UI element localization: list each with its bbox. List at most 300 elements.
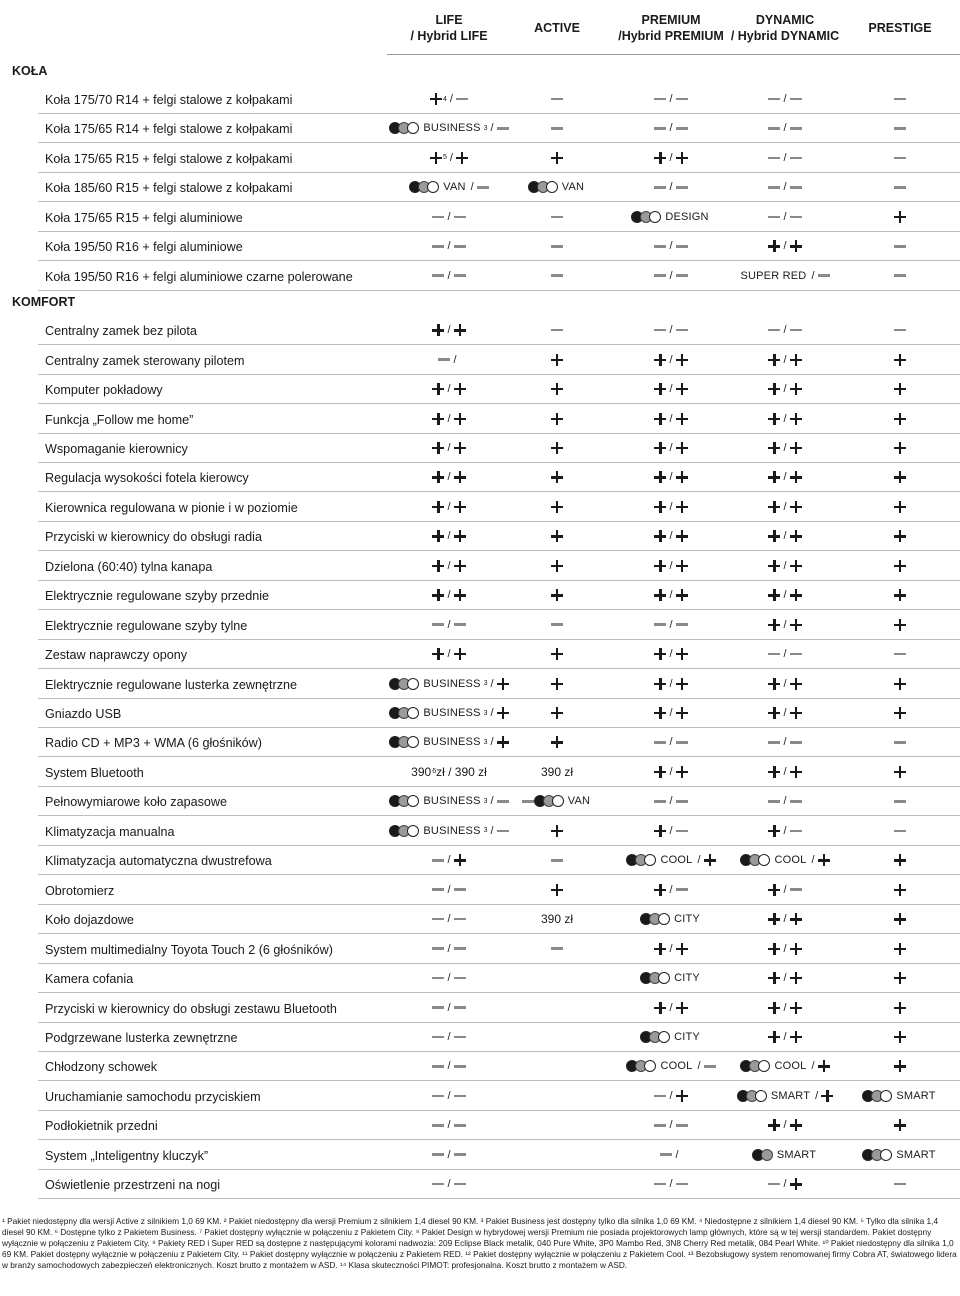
availability-cell	[845, 935, 955, 963]
availability-cell	[507, 203, 607, 231]
standard-plus-icon	[454, 648, 466, 660]
standard-plus-icon	[894, 854, 906, 866]
separator-slash: /	[783, 883, 787, 896]
column-header-line2: / Hybrid DYNAMIC	[730, 29, 840, 43]
feature-label: Radio CD + MP3 + WMA (6 głośników)	[45, 736, 262, 751]
separator-slash: /	[669, 383, 673, 396]
feature-label: Koło dojazdowe	[45, 913, 134, 928]
package-name: BUSINESS	[423, 795, 481, 808]
standard-plus-icon	[676, 413, 688, 425]
not-available-dash-icon	[790, 127, 802, 130]
table-row	[38, 552, 960, 581]
feature-label: Wspomaganie kierownicy	[45, 441, 188, 456]
standard-plus-icon	[432, 324, 444, 336]
standard-plus-icon	[790, 471, 802, 483]
separator-slash: /	[447, 240, 451, 253]
not-available-dash-icon	[768, 127, 780, 130]
swatch-dot	[880, 1090, 892, 1102]
table-row	[38, 1170, 960, 1199]
not-available-dash-icon	[676, 245, 688, 248]
table-row	[38, 463, 960, 492]
standard-plus-icon	[654, 589, 666, 601]
table-row	[38, 346, 960, 375]
not-available-dash-icon	[551, 623, 563, 626]
standard-plus-icon	[768, 383, 780, 395]
color-swatches-icon	[640, 913, 670, 925]
not-available-dash-icon	[454, 1065, 466, 1068]
availability-cell	[507, 728, 607, 756]
availability-cell	[507, 758, 607, 786]
availability-cell	[507, 114, 607, 142]
swatch-dot	[658, 913, 670, 925]
standard-plus-icon	[551, 471, 563, 483]
separator-slash: /	[783, 589, 787, 602]
swatch-dot	[755, 1090, 767, 1102]
not-available-dash-icon	[477, 186, 489, 189]
separator-slash: /	[447, 648, 451, 661]
separator-slash: /	[675, 1148, 679, 1161]
separator-slash: /	[669, 559, 673, 572]
feature-label: System multimedialny Toyota Touch 2 (6 głośników)	[45, 942, 333, 957]
footnote-ref: 3	[483, 709, 488, 717]
standard-plus-icon	[654, 707, 666, 719]
not-available-dash-icon	[676, 127, 688, 130]
availability-cell	[845, 232, 955, 260]
separator-slash: /	[783, 1119, 787, 1132]
separator-slash: /	[447, 1089, 451, 1102]
package-name: SMART	[770, 1089, 811, 1102]
separator-slash: /	[783, 765, 787, 778]
not-available-dash-icon	[894, 127, 906, 130]
separator-slash: /	[490, 736, 494, 749]
not-available-dash-icon	[790, 329, 802, 332]
feature-label: Koła 195/50 R16 + felgi aluminiowe	[45, 240, 243, 255]
table-row	[38, 728, 960, 757]
availability-cell	[611, 640, 731, 668]
standard-plus-icon	[790, 530, 802, 542]
availability-cell	[507, 493, 607, 521]
not-available-dash-icon	[894, 274, 906, 277]
standard-plus-icon	[551, 707, 563, 719]
availability-cell	[507, 876, 607, 904]
separator-slash: /	[447, 913, 451, 926]
separator-slash: /	[447, 1001, 451, 1014]
not-available-dash-icon	[676, 329, 688, 332]
table-row	[38, 876, 960, 905]
not-available-dash-icon	[654, 1183, 666, 1186]
package-name: SMART	[776, 1148, 817, 1161]
availability-cell	[384, 493, 514, 521]
availability-cell	[384, 144, 514, 172]
availability-cell	[507, 262, 607, 290]
standard-plus-icon	[894, 383, 906, 395]
not-available-dash-icon	[676, 830, 688, 833]
standard-plus-icon	[654, 766, 666, 778]
feature-label: Komputer pokładowy	[45, 383, 163, 398]
separator-slash: /	[783, 559, 787, 572]
availability-cell	[725, 375, 845, 403]
separator-slash: /	[783, 383, 787, 396]
availability-cell	[845, 552, 955, 580]
standard-plus-icon	[430, 93, 442, 105]
standard-plus-icon	[432, 530, 444, 542]
availability-cell	[507, 1052, 607, 1080]
availability-cell	[725, 728, 845, 756]
availability-cell	[384, 670, 514, 698]
availability-cell	[384, 552, 514, 580]
availability-cell	[845, 405, 955, 433]
table-row	[38, 935, 960, 964]
separator-slash: /	[783, 736, 787, 749]
standard-plus-icon	[654, 501, 666, 513]
standard-plus-icon	[790, 240, 802, 252]
package-name: VAN	[561, 181, 585, 194]
availability-cell	[384, 203, 514, 231]
availability-cell	[725, 994, 845, 1022]
availability-cell	[725, 346, 845, 374]
column-header-line2: / Hybrid LIFE	[410, 29, 488, 43]
column-header-line2: /Hybrid PREMIUM	[618, 29, 724, 43]
table-row	[38, 316, 960, 345]
standard-plus-icon	[654, 943, 666, 955]
availability-cell	[725, 611, 845, 639]
standard-plus-icon	[654, 413, 666, 425]
not-available-dash-icon	[456, 98, 468, 101]
separator-slash: /	[669, 677, 673, 690]
separator-slash: /	[669, 530, 673, 543]
availability-cell	[507, 935, 607, 963]
not-available-dash-icon	[676, 186, 688, 189]
availability-cell	[507, 611, 607, 639]
availability-cell	[845, 375, 955, 403]
swatch-dot	[658, 972, 670, 984]
table-row	[38, 434, 960, 463]
availability-cell	[845, 640, 955, 668]
availability-cell	[845, 1052, 955, 1080]
standard-plus-icon	[768, 354, 780, 366]
not-available-dash-icon	[654, 1124, 666, 1127]
availability-cell	[845, 463, 955, 491]
column-header-line1: LIFE	[435, 13, 463, 27]
table-row	[38, 994, 960, 1023]
availability-cell	[845, 876, 955, 904]
not-available-dash-icon	[768, 1183, 780, 1186]
availability-cell	[611, 1023, 731, 1051]
availability-cell	[845, 1170, 955, 1198]
not-available-dash-icon	[768, 329, 780, 332]
standard-plus-icon	[454, 471, 466, 483]
separator-slash: /	[669, 93, 673, 105]
availability-cell	[611, 699, 731, 727]
standard-plus-icon	[654, 884, 666, 896]
separator-slash: /	[447, 1178, 451, 1191]
availability-cell	[845, 85, 955, 113]
table-row	[38, 522, 960, 551]
column-header	[830, 20, 960, 36]
availability-cell	[384, 262, 514, 290]
standard-plus-icon	[894, 1060, 906, 1072]
standard-plus-icon	[768, 240, 780, 252]
separator-slash: /	[669, 181, 673, 194]
standard-plus-icon	[790, 678, 802, 690]
availability-cell	[384, 728, 514, 756]
availability-cell	[611, 1111, 731, 1139]
separator-slash: /	[697, 854, 701, 867]
availability-cell	[384, 640, 514, 668]
standard-plus-icon	[676, 152, 688, 164]
feature-label: Zestaw naprawczy opony	[45, 648, 188, 663]
not-available-dash-icon	[454, 1006, 466, 1009]
availability-cell	[384, 346, 514, 374]
not-available-dash-icon	[432, 859, 444, 862]
separator-slash: /	[783, 913, 787, 926]
availability-cell	[507, 640, 607, 668]
separator-slash: /	[447, 441, 451, 454]
swatch-dot	[552, 795, 564, 807]
separator-slash: /	[669, 240, 673, 253]
column-header-line1: ACTIVE	[534, 21, 580, 35]
standard-plus-icon	[790, 442, 802, 454]
standard-plus-icon	[454, 560, 466, 572]
standard-plus-icon	[894, 560, 906, 572]
standard-plus-icon	[768, 1119, 780, 1131]
feature-label: Gniazdo USB	[45, 707, 122, 721]
swatch-dot	[644, 854, 656, 866]
not-available-dash-icon	[438, 358, 450, 361]
standard-plus-icon	[432, 442, 444, 454]
availability-cell	[845, 787, 955, 815]
not-available-dash-icon	[654, 800, 666, 803]
footnotes: ¹ Pakiet niedostępny dla wersji Active z silnikiem 1,0 69 KM. ² Pakiet niedostępny dla wersji Premium z silnikiem 1,4 diesel 90 KM. ³ Pakiet Business jest dostępny tylko dla silnika 1,0 69 KM. ⁴ Niedostępne z silnikiem 1,4 diesel 90 KM. ⁵ Tylko dla silnika 1,4 diesel 90 KM. ⁶ Dostępne tylko z Pakietem Business. ⁷ Pakiet dostępny wyłącznie w połączeniu z Pakietem City. ⁸ Pakiet Design w hybrydowej wersji Premium nie posiada projektorowych lamp głównych, które są w tej wersji standardem. Pakiet dostępny wyłącznie w połączeniu z Pakietem City. ⁹ Pakiety RED i Super RED są dostępne z następującymi kolorami nadwozia: 209 Eclipse Black metalik, 040 Pure White, 3P0 Mambo Red, 3N8 Cherry Red metalik, 084 Pearl White. ¹⁰ Pakiet niedostępny dla silnika 1,0 69 KM. Pakiet dostępny wyłącznie w połączeniu z Pakietem City. ¹¹ Pakiet dostępny wyłącznie w połączeniu z Pakietem RED. ¹² Pakiet dostępny wyłącznie w połączeniu z Pakietem Cool. ¹³ Bezobsługowy system renomowanej firmy Cobra AT, światowego lidera w branży samochodowych zabezpieczeń elektronicznych. Koszt brutto z montażem w ASD. ¹⁴ Klasa skuteczności PIMOT: profesjonalna. Koszt brutto z montażem w ASD.	[2, 1216, 957, 1270]
availability-cell	[611, 522, 731, 550]
not-available-dash-icon	[894, 98, 906, 101]
separator-slash: /	[783, 648, 787, 661]
standard-plus-icon	[768, 707, 780, 719]
not-available-dash-icon	[894, 830, 906, 833]
separator-slash: /	[669, 1178, 673, 1191]
standard-plus-icon	[894, 211, 906, 223]
swatch-dot	[407, 736, 419, 748]
availability-cell	[845, 203, 955, 231]
availability-cell	[611, 552, 731, 580]
table-row	[38, 1052, 960, 1081]
availability-cell	[384, 1023, 514, 1051]
not-available-dash-icon	[790, 98, 802, 101]
table-row	[38, 846, 960, 875]
standard-plus-icon	[454, 854, 466, 866]
availability-cell	[507, 144, 607, 172]
not-available-dash-icon	[790, 741, 802, 744]
availability-cell	[611, 405, 731, 433]
standard-plus-icon	[654, 678, 666, 690]
availability-cell	[725, 1111, 845, 1139]
standard-plus-icon	[768, 884, 780, 896]
separator-slash: /	[815, 1089, 819, 1102]
availability-cell	[611, 316, 731, 344]
availability-cell	[845, 728, 955, 756]
separator-slash: /	[447, 942, 451, 955]
separator-slash: /	[811, 269, 815, 282]
availability-cell	[845, 173, 955, 201]
separator-slash: /	[447, 618, 451, 631]
standard-plus-icon	[430, 152, 442, 164]
not-available-dash-icon	[768, 741, 780, 744]
availability-cell	[611, 758, 731, 786]
section-title: KOŁA	[12, 64, 48, 78]
not-available-dash-icon	[676, 1124, 688, 1127]
availability-cell	[725, 640, 845, 668]
separator-slash: /	[447, 500, 451, 513]
availability-cell	[507, 699, 607, 727]
not-available-dash-icon	[768, 216, 780, 219]
not-available-dash-icon	[522, 800, 534, 803]
standard-plus-icon	[768, 471, 780, 483]
availability-cell	[384, 787, 514, 815]
separator-slash: /	[783, 1178, 787, 1191]
not-available-dash-icon	[454, 623, 466, 626]
availability-cell	[611, 114, 731, 142]
package-name: COOL	[660, 854, 693, 867]
standard-plus-icon	[768, 589, 780, 601]
not-available-dash-icon	[432, 1095, 444, 1098]
standard-plus-icon	[894, 884, 906, 896]
not-available-dash-icon	[432, 977, 444, 980]
standard-plus-icon	[790, 413, 802, 425]
standard-plus-icon	[551, 825, 563, 837]
not-available-dash-icon	[894, 800, 906, 803]
standard-plus-icon	[454, 501, 466, 513]
standard-plus-icon	[676, 648, 688, 660]
standard-plus-icon	[676, 354, 688, 366]
table-row	[38, 493, 960, 522]
not-available-dash-icon	[551, 245, 563, 248]
not-available-dash-icon	[818, 274, 830, 277]
standard-plus-icon	[432, 383, 444, 395]
separator-slash: /	[783, 942, 787, 955]
package-name: BUSINESS	[423, 736, 481, 749]
separator-slash: /	[783, 795, 787, 808]
standard-plus-icon	[894, 1002, 906, 1014]
feature-label: Chłodzony schowek	[45, 1060, 158, 1075]
availability-cell	[507, 522, 607, 550]
standard-plus-icon	[790, 1031, 802, 1043]
availability-cell	[507, 346, 607, 374]
package-name: BUSINESS	[423, 677, 481, 690]
availability-cell	[611, 262, 731, 290]
standard-plus-icon	[768, 943, 780, 955]
not-available-dash-icon	[432, 947, 444, 950]
feature-label: Centralny zamek sterowany pilotem	[45, 353, 245, 368]
column-header-line1: DYNAMIC	[755, 13, 815, 27]
table-row	[38, 670, 960, 699]
separator-slash: /	[447, 1119, 451, 1132]
swatch-dot	[758, 1060, 770, 1072]
not-available-dash-icon	[676, 800, 688, 803]
color-swatches-icon	[409, 181, 439, 193]
separator-slash: /	[669, 151, 673, 164]
availability-cell	[725, 1023, 845, 1051]
availability-cell	[611, 1141, 731, 1169]
color-swatches-icon	[737, 1090, 767, 1102]
availability-cell	[384, 846, 514, 874]
availability-cell	[725, 1141, 845, 1169]
standard-plus-icon	[654, 383, 666, 395]
standard-plus-icon	[894, 354, 906, 366]
feature-label: Funkcja „Follow me home”	[45, 412, 194, 427]
feature-label: Uruchamianie samochodu przyciskiem	[45, 1089, 261, 1104]
availability-cell	[725, 670, 845, 698]
availability-cell	[725, 581, 845, 609]
package-name: BUSINESS	[423, 824, 481, 837]
not-available-dash-icon	[768, 98, 780, 101]
table-row	[38, 581, 960, 610]
feature-label: Kierownica regulowana w pionie i w poziomie	[45, 500, 298, 515]
swatch-dot	[649, 211, 661, 223]
availability-cell	[725, 114, 845, 142]
separator-slash: /	[669, 269, 673, 282]
standard-plus-icon	[790, 501, 802, 513]
availability-cell	[384, 994, 514, 1022]
package-name: DESIGN	[665, 210, 709, 223]
availability-cell	[845, 581, 955, 609]
standard-plus-icon	[768, 913, 780, 925]
availability-cell	[507, 85, 607, 113]
not-available-dash-icon	[454, 918, 466, 921]
package-name: COOL	[774, 1060, 807, 1073]
standard-plus-icon	[432, 648, 444, 660]
availability-cell	[384, 375, 514, 403]
availability-cell	[611, 232, 731, 260]
table-row	[38, 405, 960, 434]
not-available-dash-icon	[768, 157, 780, 160]
standard-plus-icon	[432, 471, 444, 483]
standard-plus-icon	[894, 943, 906, 955]
separator-slash: /	[447, 1148, 451, 1161]
availability-cell	[611, 846, 731, 874]
availability-cell	[384, 232, 514, 260]
standard-plus-icon	[894, 530, 906, 542]
not-available-dash-icon	[654, 623, 666, 626]
availability-cell	[845, 817, 955, 845]
standard-plus-icon	[768, 442, 780, 454]
separator-slash: /	[669, 736, 673, 749]
color-swatches-icon	[626, 854, 656, 866]
standard-plus-icon	[654, 152, 666, 164]
separator-slash: /	[697, 1060, 701, 1073]
not-available-dash-icon	[676, 741, 688, 744]
availability-cell	[384, 434, 514, 462]
availability-cell	[384, 114, 514, 142]
separator-slash: /	[783, 824, 787, 837]
not-available-dash-icon	[790, 186, 802, 189]
availability-cell	[384, 1111, 514, 1139]
column-header-line1: PRESTIGE	[868, 21, 932, 35]
separator-slash: /	[783, 412, 787, 425]
separator-slash: /	[669, 441, 673, 454]
feature-label: System Bluetooth	[45, 765, 144, 780]
availability-cell	[845, 846, 955, 874]
standard-plus-icon	[654, 354, 666, 366]
not-available-dash-icon	[551, 947, 563, 950]
color-swatches-icon	[862, 1090, 892, 1102]
not-available-dash-icon	[432, 1036, 444, 1039]
separator-slash: /	[783, 210, 787, 223]
color-swatches-icon	[740, 1060, 770, 1072]
availability-cell	[845, 493, 955, 521]
standard-plus-icon	[790, 383, 802, 395]
table-row	[38, 758, 960, 787]
standard-plus-icon	[790, 707, 802, 719]
